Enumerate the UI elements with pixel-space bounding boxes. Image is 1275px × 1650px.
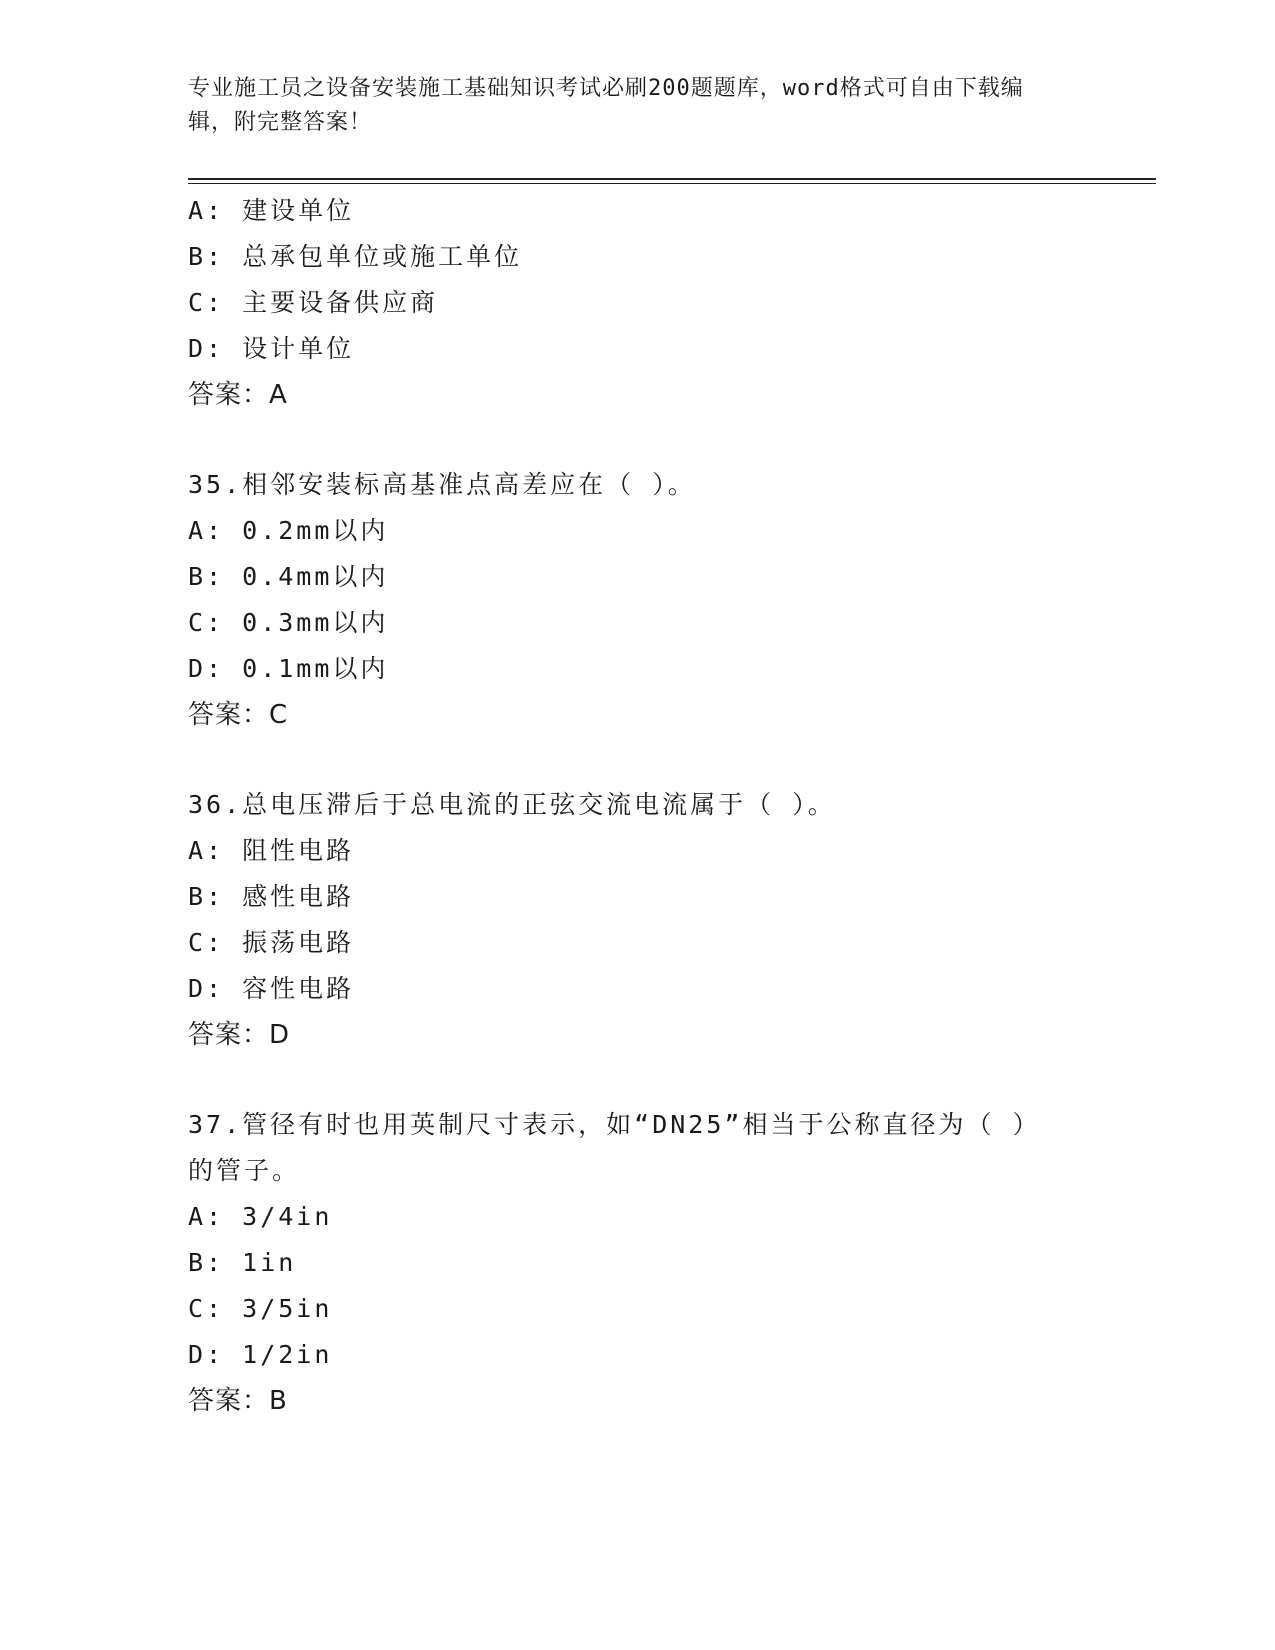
option-d: D: 容性电路 [188,974,355,1003]
block-spacer [188,418,1088,462]
answer-line: 答案：B [188,1386,288,1416]
question-block [188,188,1088,418]
question-text: 35.相邻安装标高基准点高差应在（ ）。 [188,470,696,499]
question-block [188,1102,1088,1424]
question-list [188,188,1088,1424]
option-b: B: 1in [188,1248,297,1277]
option-c: C: 主要设备供应商 [188,288,439,317]
option-b: B: 0.4mm以内 [188,562,389,591]
option-a: A: 阻性电路 [188,836,355,865]
option-c: C: 3/5in [188,1294,333,1323]
option-d: D: 设计单位 [188,334,355,363]
header-divider-thin [188,183,1156,184]
block-spacer [188,1058,1088,1102]
block-spacer [188,738,1088,782]
answer-line: 答案：C [188,700,289,730]
option-c: C: 0.3mm以内 [188,608,389,637]
option-d: D: 0.1mm以内 [188,654,389,683]
question-block [188,462,1088,738]
option-d: D: 1/2in [188,1340,333,1369]
question-text: 37.管径有时也用英制尺寸表示，如“DN25”相当于公称直径为（ ）的管子。 [188,1110,1041,1185]
question-text: 36.总电压滞后于总电流的正弦交流电流属于（ ）。 [188,790,836,819]
answer-line: 答案：A [188,380,288,410]
question-block [188,782,1088,1058]
option-a: A: 3/4in [188,1202,333,1231]
option-b: B: 总承包单位或施工单位 [188,242,523,271]
option-a: A: 建设单位 [188,196,355,225]
option-c: C: 振荡电路 [188,928,355,957]
answer-line: 答案：D [188,1020,291,1050]
option-b: B: 感性电路 [188,882,355,911]
header-divider-thick [188,178,1156,180]
document-header: 专业施工员之设备安装施工基础知识考试必刷200题题库，word格式可自由下载编辑，附完整答案！ [188,76,1024,135]
option-a: A: 0.2mm以内 [188,516,389,545]
